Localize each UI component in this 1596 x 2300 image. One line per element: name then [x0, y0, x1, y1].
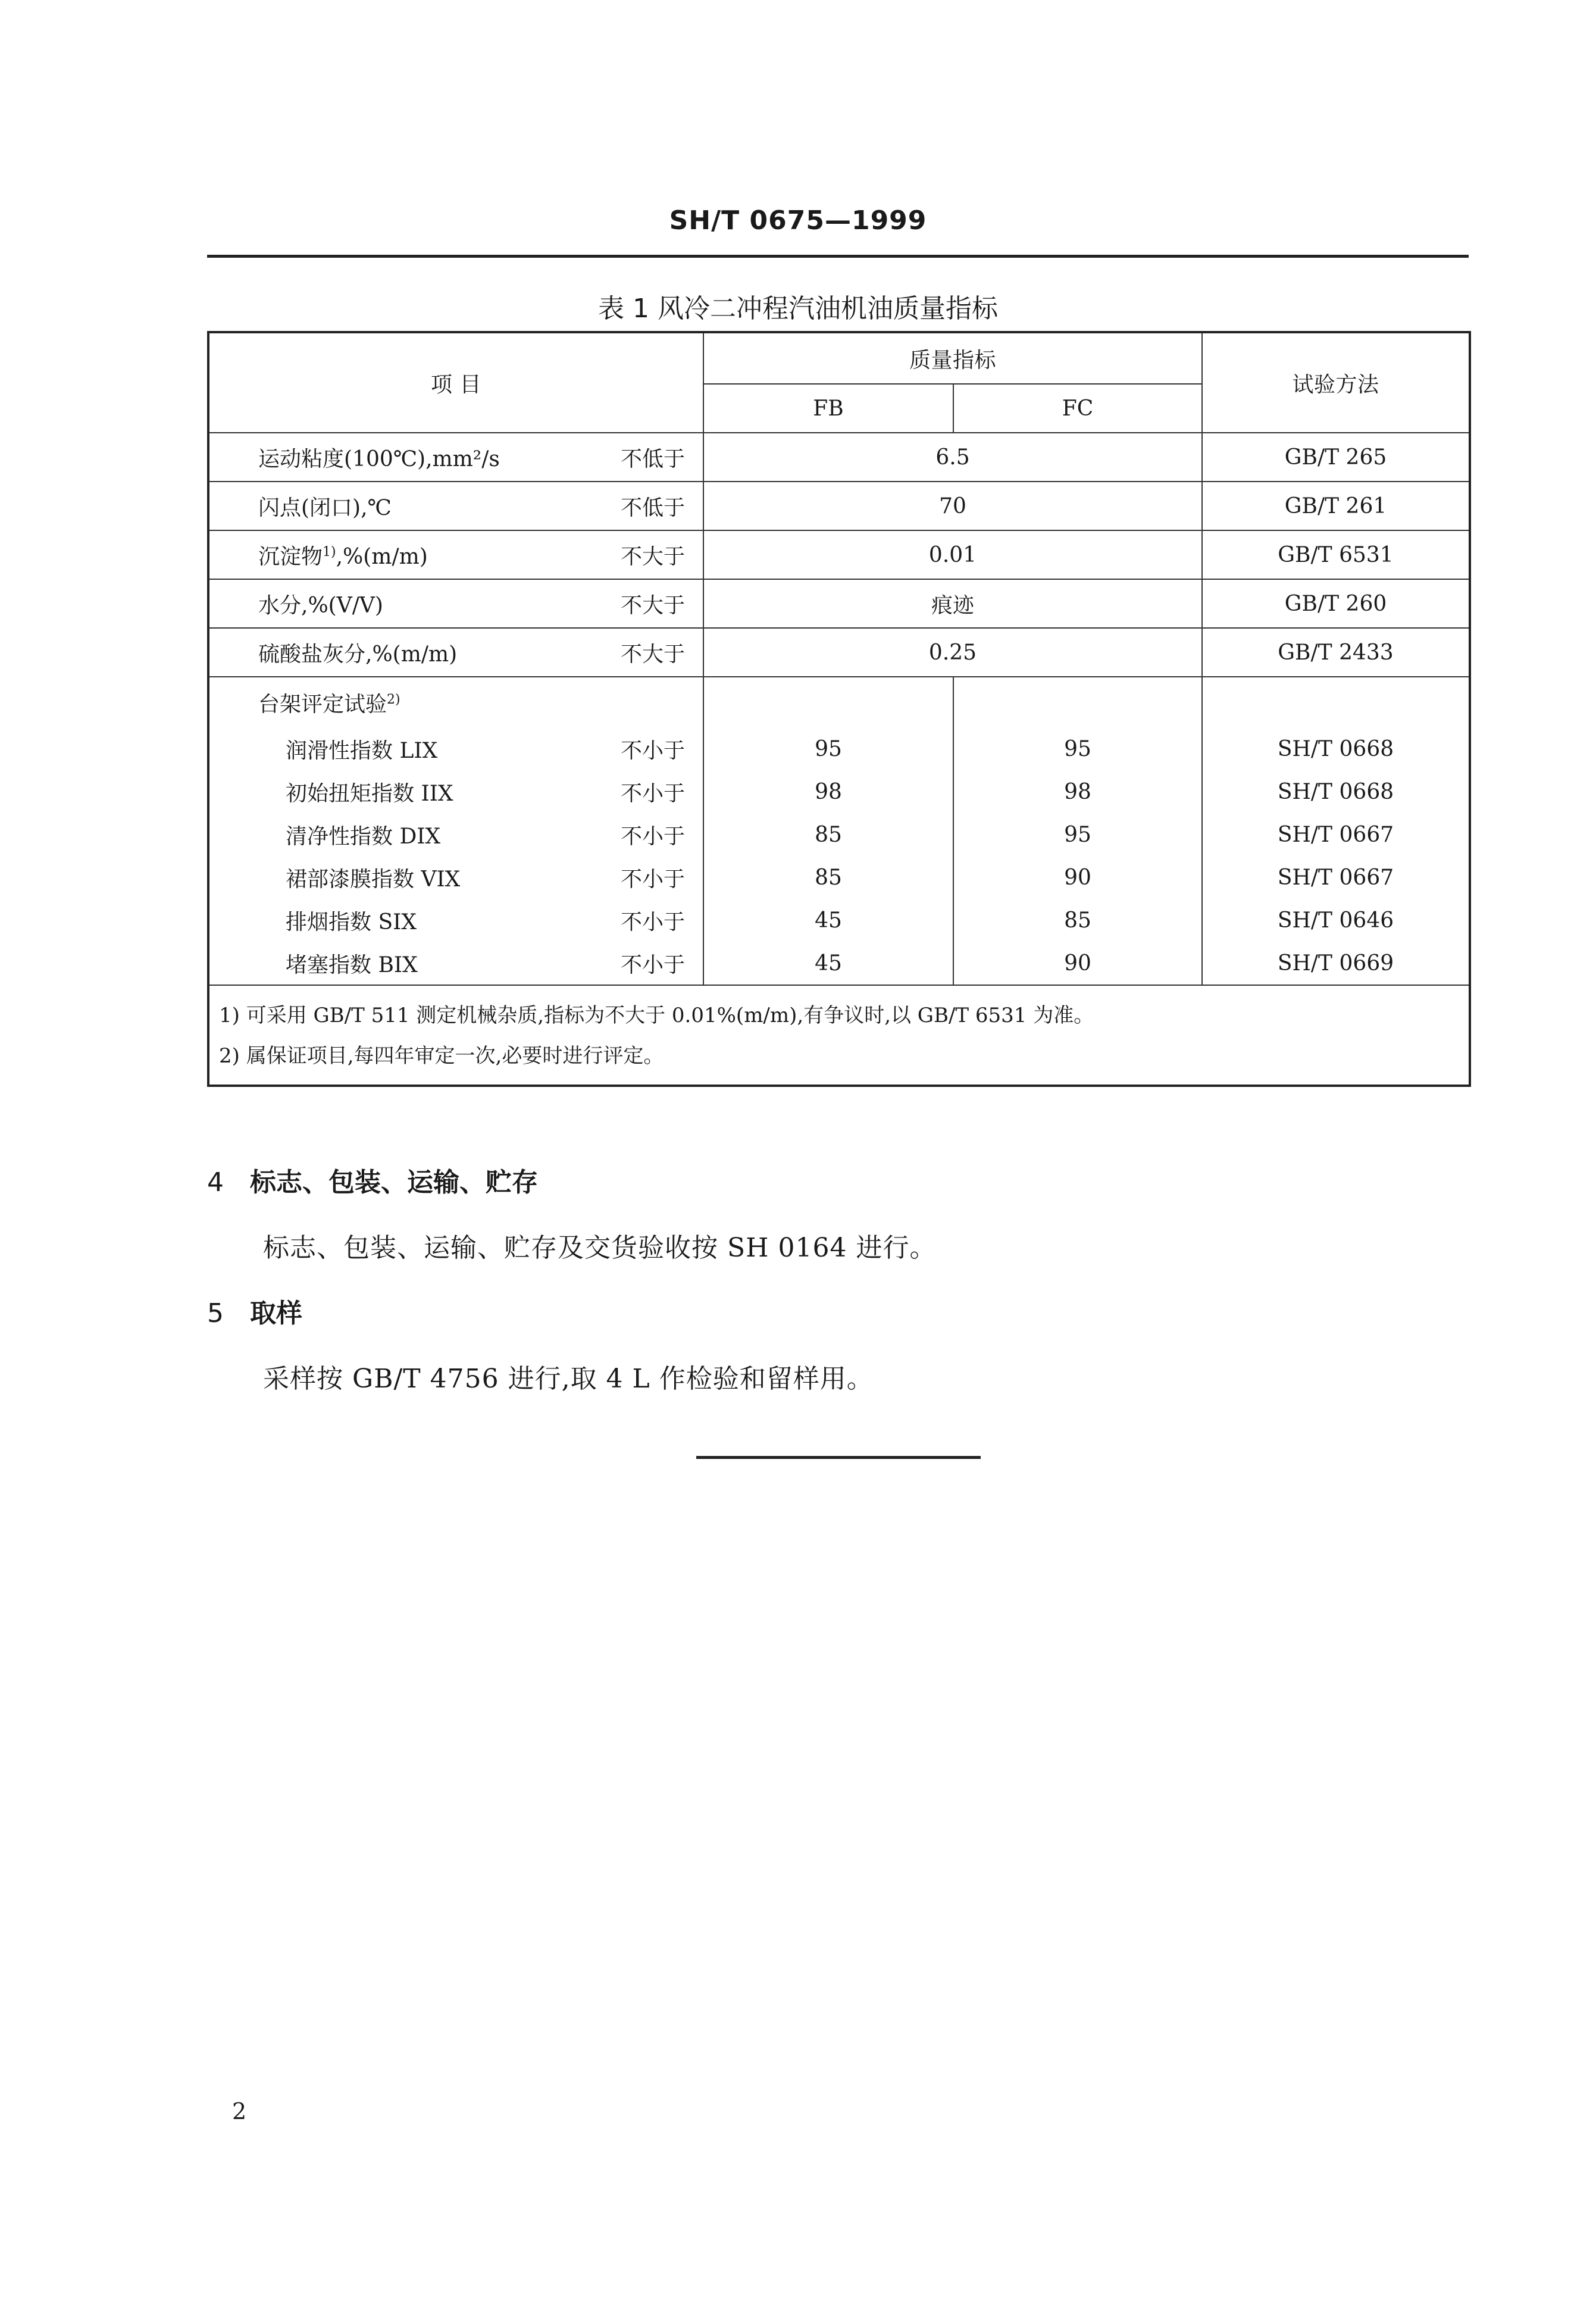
- method-cell: SH/T 0667: [1202, 856, 1470, 899]
- section-paragraph: 标志、包装、运输、贮存及交货验收按 SH 0164 进行。: [263, 1233, 937, 1263]
- section-title: 标志、包装、运输、贮存: [250, 1167, 538, 1198]
- fc-cell: 90: [953, 856, 1202, 899]
- item-limit: 不小于: [620, 781, 685, 806]
- section-paragraph: 采样按 GB/T 4756 进行,取 4 L 作检验和留样用。: [263, 1364, 874, 1394]
- footnote-ref: 1): [323, 544, 336, 560]
- header-rule: [207, 255, 1469, 258]
- header-quality: 质量指标: [703, 332, 1202, 384]
- table-row: [208, 530, 1470, 579]
- table-row: [208, 770, 1470, 813]
- header-fc: FC: [953, 384, 1202, 433]
- fc-cell: 95: [953, 813, 1202, 856]
- table-row: [208, 856, 1470, 899]
- header-method: 试验方法: [1202, 332, 1470, 433]
- item-name: 硫酸盐灰分,%(m/m): [258, 642, 458, 667]
- fc-cell: 90: [953, 942, 1202, 985]
- item-name: 排烟指数 SIX: [286, 910, 417, 935]
- item-limit: 不低于: [620, 495, 685, 520]
- item-name: 裙部漆膜指数 VIX: [286, 867, 461, 892]
- method-cell: GB/T 265: [1202, 433, 1470, 482]
- method-cell: GB/T 261: [1202, 482, 1470, 530]
- item-name: 堵塞指数 BIX: [286, 952, 418, 977]
- item-limit: 不大于: [620, 544, 685, 569]
- table-note: 2) 属保证项目,每四年审定一次,必要时进行评定。: [219, 1044, 664, 1068]
- table-row: [208, 813, 1470, 856]
- fb-cell: 45: [703, 942, 953, 985]
- method-cell: GB/T 6531: [1202, 530, 1470, 579]
- item-cell: [208, 530, 703, 579]
- fc-cell: 98: [953, 770, 1202, 813]
- item-cell: [208, 628, 703, 677]
- item-limit: 不小于: [620, 952, 685, 977]
- bench-title-row: [208, 677, 1470, 727]
- footnote-ref: 2): [387, 692, 400, 707]
- item-name: 沉淀物$^{1)}$,%(m/m): [258, 544, 428, 569]
- method-cell: SH/T 0646: [1202, 899, 1470, 942]
- table-note: 1) 可采用 GB/T 511 测定机械杂质,指标为不大于 0.01%(m/m),有争议时,以 GB/T 6531 为准。: [219, 1004, 1094, 1027]
- quality-spec-table: [207, 331, 1471, 1087]
- item-cell: [208, 482, 703, 530]
- section-number: 4: [207, 1167, 224, 1198]
- bench-title-cell: [208, 677, 703, 727]
- value-cell: 0.01: [703, 530, 1202, 579]
- item-name: 水分,%(V/V): [258, 593, 383, 618]
- section-heading: [207, 1161, 538, 1199]
- end-rule: [696, 1456, 981, 1459]
- table-notes: [208, 985, 1470, 1086]
- header-item: 项 目: [208, 332, 703, 433]
- table-caption: 表 1 风冷二冲程汽油机油质量指标: [598, 293, 998, 324]
- method-cell: SH/T 0668: [1202, 727, 1470, 770]
- value-cell: 0.25: [703, 628, 1202, 677]
- section-number: 5: [207, 1298, 224, 1329]
- item-limit: 不大于: [620, 593, 685, 618]
- value-cell: 6.5: [703, 433, 1202, 482]
- item-limit: 不小于: [620, 738, 685, 763]
- table-row: [208, 899, 1470, 942]
- item-limit: 不小于: [620, 824, 685, 849]
- item-name: 运动粘度(100℃),mm²/s: [258, 446, 500, 471]
- table-header-row: [208, 332, 1470, 384]
- fb-cell: 85: [703, 813, 953, 856]
- fb-cell: 45: [703, 899, 953, 942]
- fc-cell: 95: [953, 727, 1202, 770]
- table-row: [208, 579, 1470, 628]
- value-cell: 70: [703, 482, 1202, 530]
- section-title: 取样: [250, 1298, 302, 1329]
- method-cell: GB/T 2433: [1202, 628, 1470, 677]
- fb-cell: 85: [703, 856, 953, 899]
- item-name: 闪点(闭口),℃: [258, 495, 392, 520]
- fb-cell: 98: [703, 770, 953, 813]
- value-cell: 痕迹: [703, 579, 1202, 628]
- bench-title: 台架评定试验$^{2)}$: [258, 692, 400, 717]
- header-fb: FB: [703, 384, 953, 433]
- item-limit: 不小于: [620, 910, 685, 935]
- method-cell: GB/T 260: [1202, 579, 1470, 628]
- document-header: SH/T 0675—1999: [669, 205, 927, 236]
- item-cell: [208, 433, 703, 482]
- item-name: 润滑性指数 LIX: [286, 738, 438, 763]
- method-cell: SH/T 0667: [1202, 813, 1470, 856]
- item-name: 清净性指数 DIX: [286, 824, 441, 849]
- table-row: [208, 727, 1470, 770]
- table-row: [208, 628, 1470, 677]
- item-name: 初始扭矩指数 IIX: [286, 781, 453, 806]
- table-row: [208, 433, 1470, 482]
- item-limit: 不低于: [620, 446, 685, 471]
- section-heading: [207, 1292, 302, 1330]
- item-limit: 不小于: [620, 867, 685, 892]
- method-cell: SH/T 0669: [1202, 942, 1470, 985]
- fb-cell: 95: [703, 727, 953, 770]
- method-cell: SH/T 0668: [1202, 770, 1470, 813]
- page-number: 2: [232, 2098, 247, 2124]
- item-cell: [208, 579, 703, 628]
- table-row: [208, 482, 1470, 530]
- item-limit: 不大于: [620, 642, 685, 667]
- table-notes-row: [208, 985, 1470, 1086]
- table-row: [208, 942, 1470, 985]
- fc-cell: 85: [953, 899, 1202, 942]
